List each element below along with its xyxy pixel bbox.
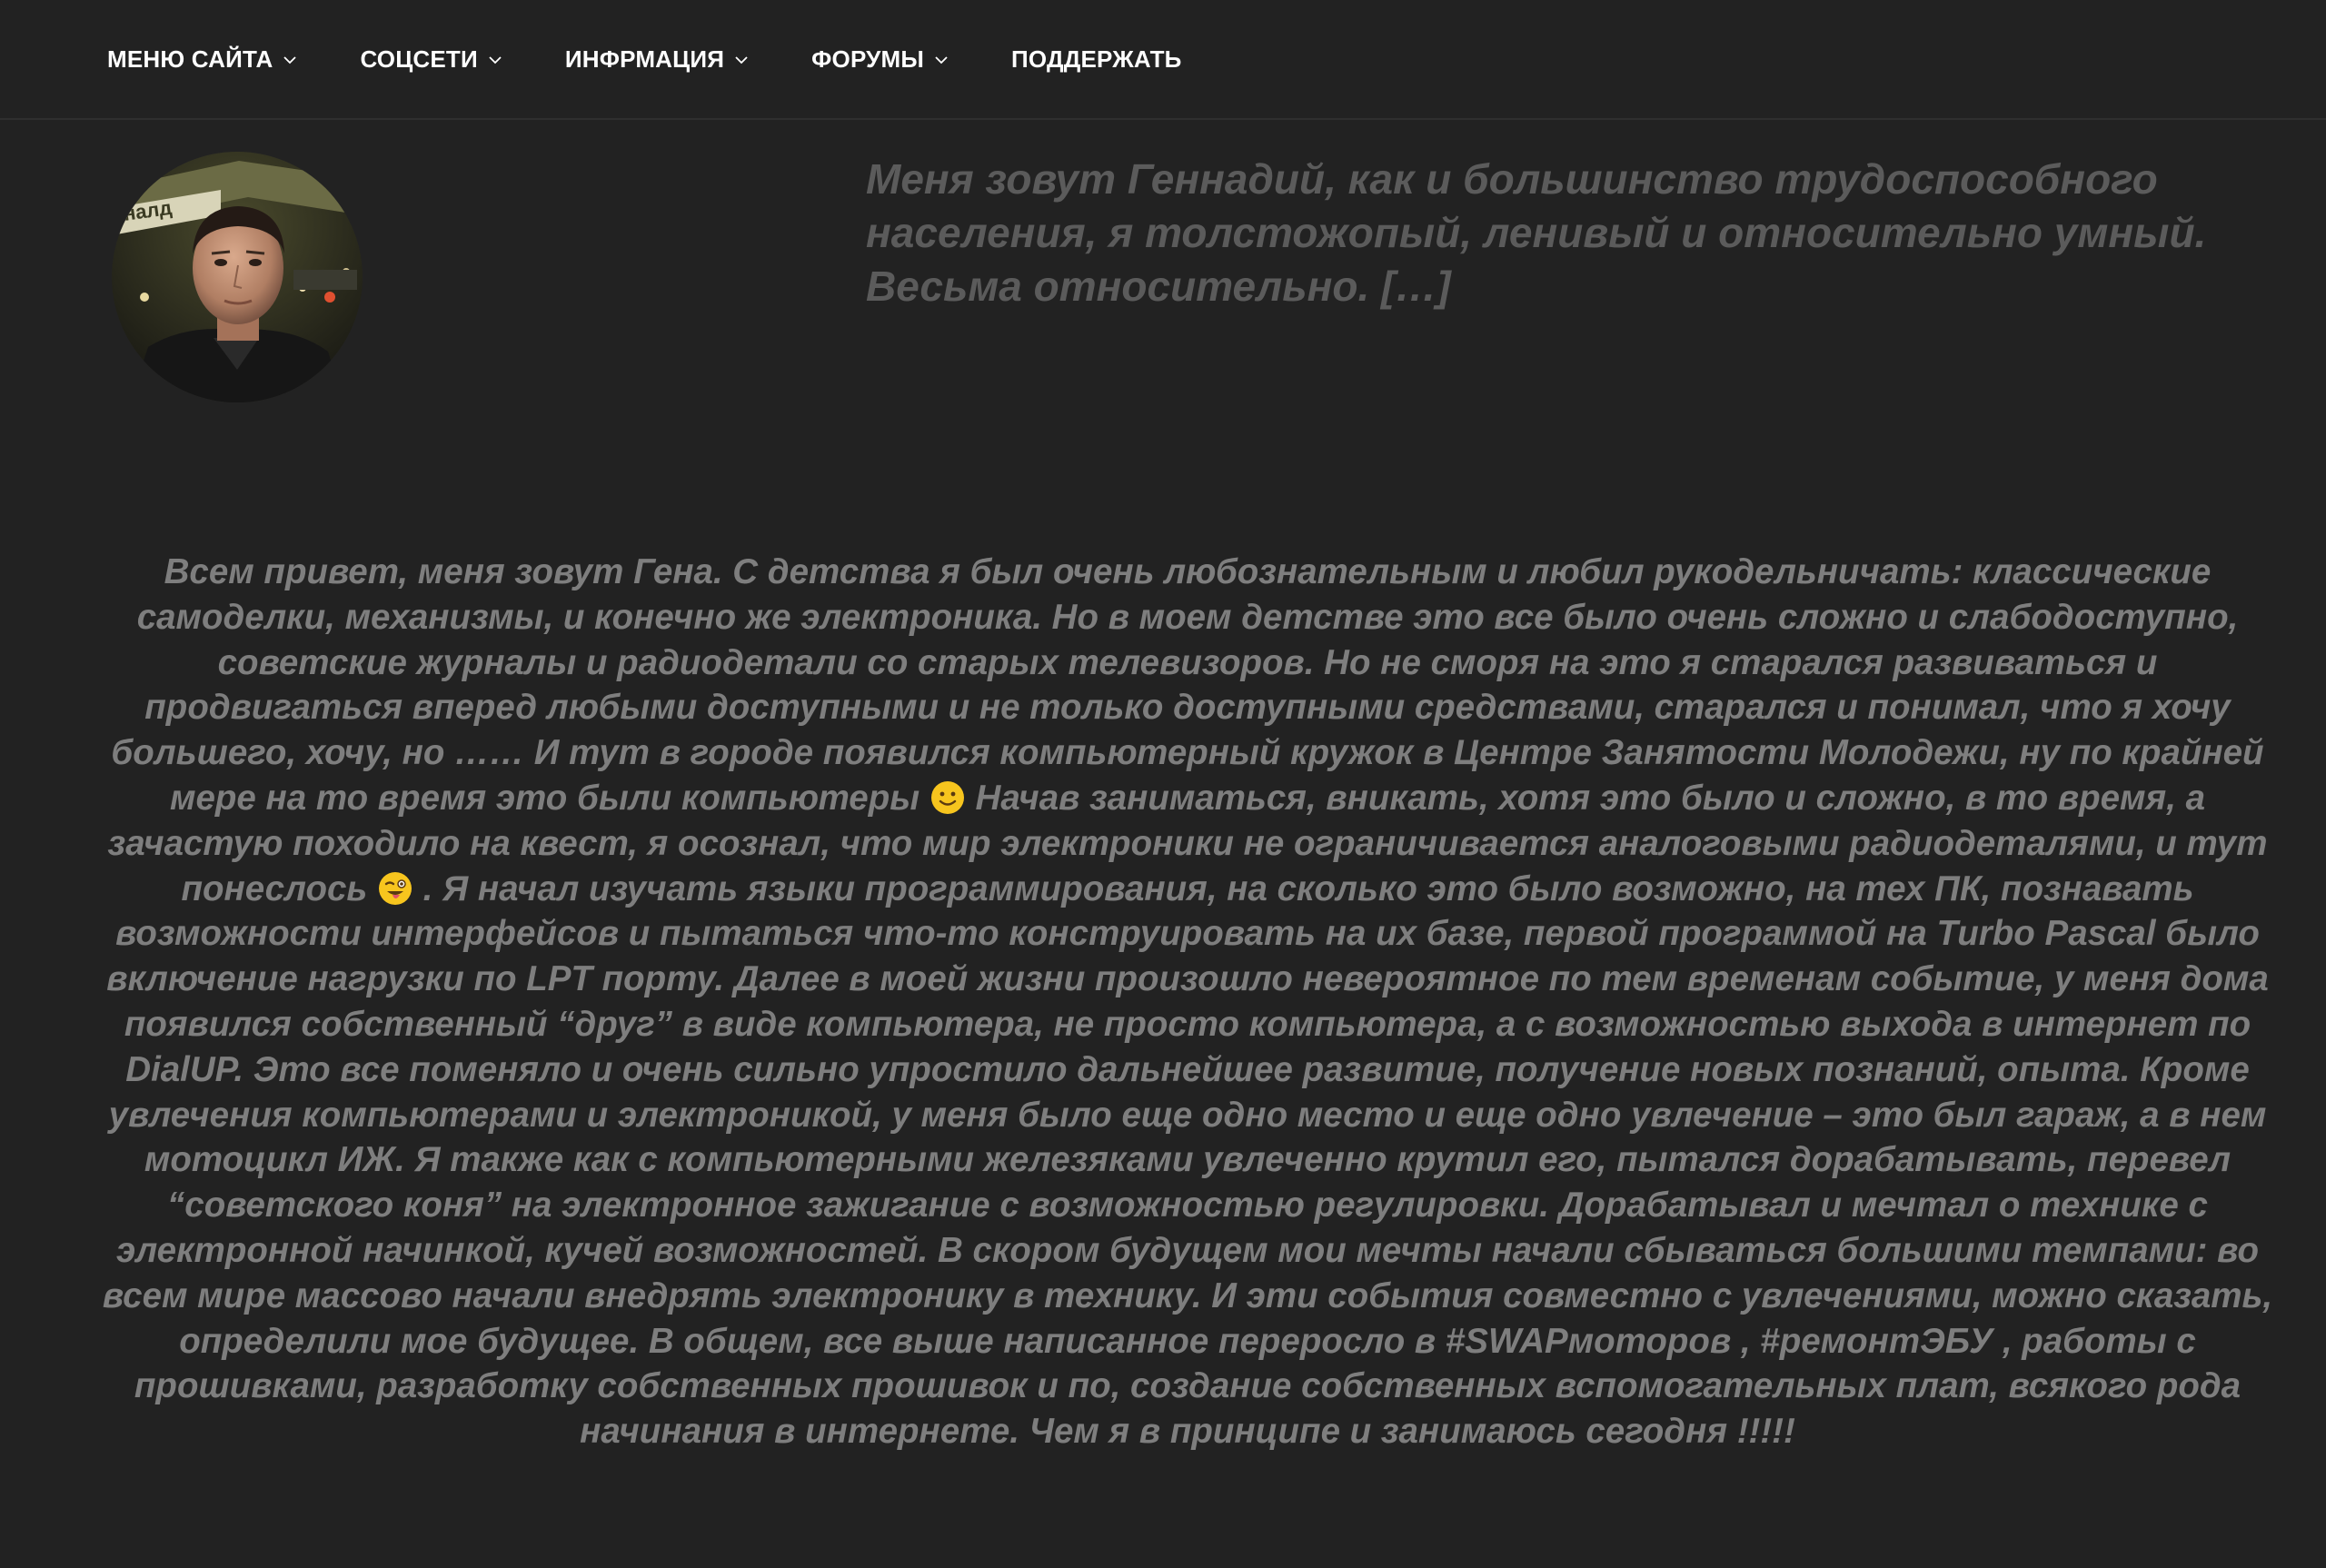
chevron-down-icon (933, 52, 949, 68)
nav-item-info[interactable] (565, 45, 750, 74)
avatar-photo (112, 152, 363, 402)
nav-item-label: ИНФРМАЦИЯ (564, 45, 725, 73)
nav-item-social[interactable] (360, 45, 502, 74)
chevron-down-icon (282, 52, 298, 68)
nav-item-label: ФОРУМЫ (811, 45, 925, 73)
nav-menu (107, 45, 1244, 74)
top-navigation (0, 0, 2326, 120)
nav-item-support[interactable] (1011, 45, 1182, 74)
nav-item-site-menu[interactable] (107, 45, 298, 74)
bio-text-part: Всем привет, меня зовут Гена. С детства я был очень любознательным и любил рукодельничать: классические самоделки, механизмы, и конечно же электроника. Но в моем детстве это все было очень сложно и слабодоступно, советские журналы и радиодетали со старых телевизоров. Но не сморя на это я старался развиваться и продвигаться вперед любыми доступными и не только доступными средствами, старался и понимал, что я хочу большего, хочу, но …… И тут в городе появился компьютерный кружок в Центре Занятости Молодежи, ну по крайней мере на то время это были компьютеры (111, 552, 2264, 818)
nav-item-label: СОЦСЕТИ (360, 45, 478, 73)
nav-item-label: МЕНЮ САЙТА (107, 45, 273, 73)
winking-face-with-tongue-icon (377, 870, 413, 907)
bio-text-part: . Я начал изучать языки программирования, на сколько это было возможно, на тех ПК, познавать возможности интерфейсов и пытаться что-то конструировать на их базе, первой программой на Turbo Pascal было включение нагрузки по LPT порту. Далее в моей жизни произошло невероятное по тем временам событие, у меня дома появился собственный “друг” в виде компьютера, не просто компьютера, а с возможностью выхода в интернет по DialUP. Это все поменяло и очень сильно упростило дальнейшее развитие, получение новых познаний, опыта. Кроме увлечения компьютерами и электроникой, у меня было еще одно место и еще одно увлечение – это был гараж, а в нем мотоцикл ИЖ. Я также как с компьютерными железяками увлеченно крутил его, пытался дорабатывать, перевел “советского коня” на электронное зажигание с возможностью регулировки. Дорабатывал и мечтал о технике с электронной начинкой, кучей возможностей. В скором будущем мои мечты начали сбываться большими темпами: во всем мире массово начали внедрять электронику в технику. И эти события совместно с увлечениями, можно сказать, определили мое будущее. В общем, все выше написанное переросло в #SWAPмоторов , #ремонтЭБУ , работы с прошивками, разработку собственных прошивок и по, создание собственных вспомогательных плат, всякого рода начинания в интернете. Чем я в принципе и занимаюсь сегодня !!!!! (102, 868, 2273, 1452)
chevron-down-icon (487, 52, 503, 68)
bio-text (102, 550, 2273, 1454)
avatar (112, 152, 363, 402)
nav-item-forums[interactable] (811, 45, 949, 74)
profile-quote: Меня зовут Геннадий, как и большинство трудоспособного населения, я толстожопый, ленивый и относительно умный. Весьма относительно. […] (866, 155, 2207, 310)
chevron-down-icon (733, 52, 750, 68)
nav-item-label: ПОДДЕРЖАТЬ (1011, 45, 1182, 73)
slightly-smiling-face-icon (929, 779, 966, 816)
bio-text-part: Начав заниматься, вникать, хотя это было и сложно, в то время, а зачастую походило на квест, я осознал, что мир электроники не ограничивается аналоговыми радиодеталями, и тут понеслось (107, 778, 2268, 908)
avatar-sign-text: налд (122, 195, 174, 225)
